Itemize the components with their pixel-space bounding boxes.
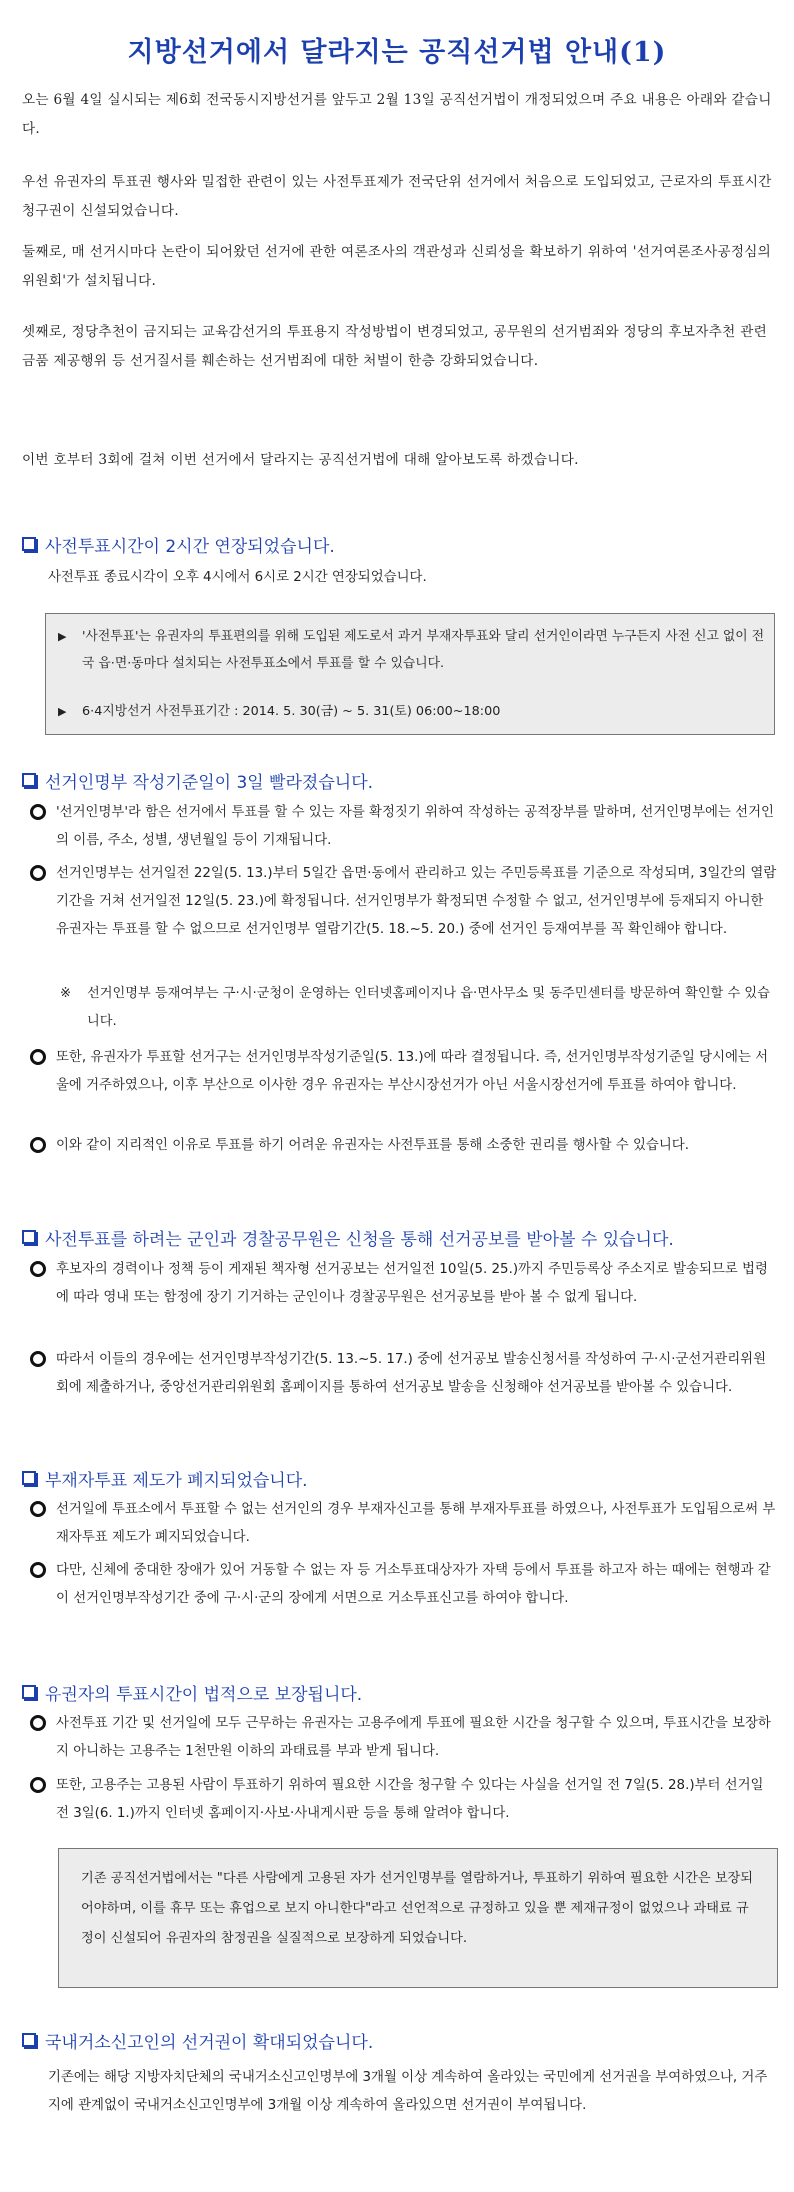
- bullet-item: [30, 1044, 778, 1100]
- section-heading-text: 유권자의 투표시간이 법적으로 보장됩니다.: [45, 1685, 363, 1705]
- bullet-text: 이와 같이 지리적인 이유로 투표를 하기 어려운 유권자는 사전투표를 통해 소중한 권리를 행사할 수 있습니다.: [56, 1138, 689, 1153]
- circle-bullet-icon: [30, 865, 46, 881]
- info-box: [45, 613, 775, 735]
- bullet-item: [30, 1256, 778, 1312]
- circle-bullet-icon: [30, 1137, 46, 1153]
- bullet-item: [30, 860, 778, 944]
- circle-bullet-icon: [30, 1049, 46, 1065]
- circle-bullet-icon: [30, 1715, 46, 1731]
- circle-bullet-icon: [30, 1777, 46, 1793]
- section-heading: [22, 532, 335, 557]
- circle-bullet-icon: [30, 1261, 46, 1277]
- bullet-item: [30, 1710, 778, 1766]
- bullet-text: 또한, 고용주는 고용된 사람이 투표하기 위하여 필요한 시간을 청구할 수 있다는 사실을 선거일 전 7일(5. 28.)부터 선거일 전 3일(6. 1.)까지 인터넷 홈페이지·사보·사내게시판 등을 통해 알려야 합니다.: [56, 1778, 764, 1821]
- square-bullet-icon: [22, 1230, 36, 1244]
- arrow-right-icon: ▶: [58, 630, 67, 643]
- section-heading-text: 선거인명부 작성기준일이 3일 빨라졌습니다.: [45, 773, 374, 793]
- bullet-text: 사전투표 기간 및 선거일에 모두 근무하는 유권자는 고용주에게 투표에 필요한 시간을 청구할 수 있으며, 투표시간을 보장하지 아니하는 고용주는 1천만원 이하의 과태료를 부과 받게 됩니다.: [56, 1716, 771, 1759]
- section-heading: [22, 1466, 308, 1491]
- intro-paragraph: 둘째로, 매 선거시마다 논란이 되어왔던 선거에 관한 여론조사의 객관성과 신뢰성을 확보하기 위하여 '선거여론조사공정심의위원회'가 설치됩니다.: [22, 244, 772, 289]
- bullet-text: 따라서 이들의 경우에는 선거인명부작성기간(5. 13.~5. 17.) 중에 선거공보 발송신청서를 작성하여 구·시·군선거관리위원회에 제출하거나, 중앙선거관리위원회 홈페이지를 통하여 선거공보 발송을 신청해야 선거공보를 받아볼 수 있습니다.: [56, 1352, 767, 1395]
- bullet-item: [30, 1132, 778, 1160]
- note-item: [60, 980, 778, 1036]
- square-bullet-icon: [22, 2033, 36, 2047]
- section-heading: [22, 1680, 362, 1705]
- info-box-item: [58, 623, 766, 677]
- circle-bullet-icon: [30, 804, 46, 820]
- note-text: 선거인명부 등재여부는 구·시·군청이 운영하는 인터넷홈페이지나 읍·면사무소 및 동주민센터를 방문하여 확인할 수 있습니다.: [87, 986, 770, 1029]
- square-bullet-icon: [22, 1471, 36, 1485]
- intro-paragraph: 오는 6월 4일 실시되는 제6회 전국동시지방선거를 앞두고 2월 13일 공직선거법이 개정되었으며 주요 내용은 아래와 같습니다.: [22, 92, 772, 137]
- intro-paragraph: 우선 유권자의 투표권 행사와 밀접한 관련이 있는 사전투표제가 전국단위 선거에서 처음으로 도입되었고, 근로자의 투표시간 청구권이 신설되었습니다.: [22, 174, 772, 219]
- info-box: 기존 공직선거법에서는 "다른 사람에게 고용된 자가 선거인명부를 열람하거나, 투표하기 위하여 필요한 시간은 보장되어야하며, 이를 휴무 또는 휴업으로 보지 아니한다"라고 선언적으로 규정하고 있을 뿐 제재규정이 없었으나 과태료 규정이 신설되어 유권자의 참정권을 실질적으로 보장하게 되었습니다.: [58, 1848, 778, 1988]
- intro-paragraph: 이번 호부터 3회에 걸쳐 이번 선거에서 달라지는 공직선거법에 대해 알아보도록 하겠습니다.: [22, 452, 579, 468]
- arrow-right-icon: ▶: [58, 705, 67, 718]
- intro-paragraph: 셋째로, 정당추천이 금지되는 교육감선거의 투표용지 작성방법이 변경되었고, 공무원의 선거범죄와 정당의 후보자추천 관련 금품 제공행위 등 선거질서를 훼손하는 선거범죄에 대한 처벌이 한층 강화되었습니다.: [22, 324, 768, 369]
- bullet-text: '선거인명부'라 함은 선거에서 투표를 할 수 있는 자를 확정짓기 위하여 작성하는 공적장부를 말하며, 선거인명부에는 선거인의 이름, 주소, 성별, 생년월일 등이 기재됩니다.: [56, 805, 774, 848]
- circle-bullet-icon: [30, 1351, 46, 1367]
- bullet-text: 다만, 신체에 중대한 장애가 있어 거동할 수 없는 자 등 거소투표대상자가 자택 등에서 투표를 하고자 하는 때에는 현행과 같이 선거인명부작성기간 중에 구·시·군의 장에게 서면으로 거소투표신고를 하여야 합니다.: [56, 1563, 771, 1606]
- bullet-text: 또한, 유권자가 투표할 선거구는 선거인명부작성기준일(5. 13.)에 따라 결정됩니다. 즉, 선거인명부작성기준일 당시에는 서울에 거주하였으나, 이후 부산으로 이사한 경우 유권자는 부산시장선거가 아닌 서울시장선거에 투표를 하여야 합니다.: [56, 1050, 769, 1093]
- page-title: 지방선거에서 달라지는 공직선거법 안내(1): [127, 37, 667, 68]
- info-box-text: 6·4지방선거 사전투표기간 : 2014. 5. 30(금) ~ 5. 31(토) 06:00~18:00: [82, 704, 501, 719]
- section-heading-text: 국내거소신고인의 선거권이 확대되었습니다.: [45, 2033, 374, 2053]
- section-text: 사전투표 종료시각이 오후 4시에서 6시로 2시간 연장되었습니다.: [48, 570, 427, 585]
- section-heading: [22, 1225, 674, 1250]
- info-box-text: '사전투표'는 유권자의 투표편의를 위해 도입된 제도로서 과거 부재자투표와 달리 선거인이라면 누구든지 사전 신고 없이 전국 읍·면·동마다 설치되는 사전투표소에서 투표를 할 수 있습니다.: [82, 629, 765, 671]
- section-heading-text: 사전투표시간이 2시간 연장되었습니다.: [45, 537, 335, 557]
- section-heading-text: 부재자투표 제도가 폐지되었습니다.: [45, 1471, 308, 1491]
- square-bullet-icon: [22, 537, 36, 551]
- circle-bullet-icon: [30, 1501, 46, 1517]
- bullet-text: 선거일에 투표소에서 투표할 수 없는 선거인의 경우 부재자신고를 통해 부재자투표를 하였으나, 사전투표가 도입됨으로써 부재자투표 제도가 폐지되었습니다.: [56, 1502, 776, 1545]
- section-heading: [22, 2028, 373, 2053]
- square-bullet-icon: [22, 773, 36, 787]
- bullet-item: [30, 1772, 778, 1828]
- circle-bullet-icon: [30, 1562, 46, 1578]
- bullet-item: [30, 1346, 778, 1402]
- bullet-text: 선거인명부는 선거일전 22일(5. 13.)부터 5일간 읍면·동에서 관리하고 있는 주민등록표를 기준으로 작성되며, 3일간의 열람기간을 거쳐 선거일전 12일(5. 23.)에 확정됩니다. 선거인명부가 확정되면 수정할 수 없고, 선거인명부에 등재되지 아니한 유권자는 투표를 할 수 없으므로 선거인명부 열람기간(5. 18.~5. 20.) 중에 선거인 등재여부를 꼭 확인해야 합니다.: [56, 866, 777, 937]
- section-heading: [22, 768, 373, 793]
- square-bullet-icon: [22, 1685, 36, 1699]
- bullet-item: [30, 1557, 778, 1613]
- bullet-item: [30, 1496, 778, 1552]
- info-box-item: [58, 698, 766, 725]
- section-heading-text: 사전투표를 하려는 군인과 경찰공무원은 신청을 통해 선거공보를 받아볼 수 있습니다.: [45, 1230, 674, 1250]
- section-text: 기존에는 해당 지방자치단체의 국내거소신고인명부에 3개월 이상 계속하여 올라있는 국민에게 선거권을 부여하였으나, 거주지에 관계없이 국내거소신고인명부에 3개월 이상 계속하여 올라있으면 선거권이 부여됩니다.: [48, 2070, 768, 2113]
- reference-mark-icon: ※: [60, 986, 72, 1001]
- bullet-text: 후보자의 경력이나 정책 등이 게재된 책자형 선거공보는 선거일전 10일(5. 25.)까지 주민등록상 주소지로 발송되므로 법령에 따라 영내 또는 함정에 장기 기거하는 군인이나 경찰공무원은 선거공보를 받아 볼 수 없게 됩니다.: [56, 1262, 768, 1305]
- bullet-item: [30, 799, 778, 855]
